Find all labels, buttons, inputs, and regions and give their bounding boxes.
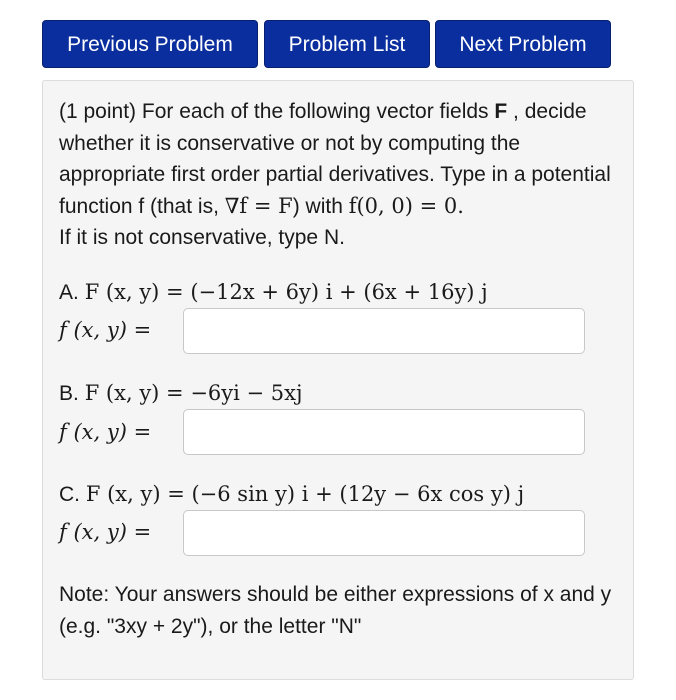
- intro-with: ) with: [292, 194, 349, 218]
- vector-field-symbol: F: [494, 100, 508, 123]
- part-c-letter: C.: [59, 483, 80, 506]
- part-b-field: [59, 378, 303, 409]
- gradient-equation: ∇f = F: [224, 193, 293, 218]
- part-b-f-label: f (x, y) =: [59, 420, 152, 444]
- part-c-f-label: f (x, y) =: [59, 520, 152, 544]
- part-a-field: [59, 277, 488, 308]
- answer-format-note: Note: Your answers should be either expressions of x and y (e.g. "3xy + 2y"), or the letter "N": [59, 583, 612, 638]
- intro-end: If it is not conservative, type N.: [59, 226, 345, 249]
- part-b-equation: F (x, y) = −6yi − 5xj: [84, 381, 303, 405]
- problem-list-button[interactable]: Problem List: [264, 20, 430, 68]
- part-a-letter: A.: [59, 281, 79, 304]
- initial-condition: f(0, 0) = 0.: [348, 193, 464, 218]
- part-c-field: [59, 479, 524, 510]
- part-a-answer-input[interactable]: [183, 308, 585, 354]
- part-a-equation: F (x, y) = (−12x + 6y) i + (6x + 16y) j: [84, 280, 488, 304]
- intro-text: (1 point) For each of the following vector fields: [59, 100, 495, 123]
- problem-statement: [59, 96, 627, 254]
- part-b-answer-input[interactable]: [183, 409, 585, 455]
- previous-problem-button[interactable]: Previous Problem: [42, 20, 258, 68]
- part-a-f-label: f (x, y) =: [59, 318, 152, 342]
- part-c-equation: F (x, y) = (−6 sin y) i + (12y − 6x cos y) j: [85, 482, 525, 506]
- next-problem-button[interactable]: Next Problem: [435, 20, 611, 68]
- part-b-letter: B.: [59, 382, 79, 405]
- part-c-answer-input[interactable]: [183, 510, 585, 556]
- problem-panel: [42, 80, 634, 680]
- intro-text-2: , decide whether it is conservative or not by computing the appropriate first order partial derivatives. Type in a potential function f (that is,: [59, 100, 611, 218]
